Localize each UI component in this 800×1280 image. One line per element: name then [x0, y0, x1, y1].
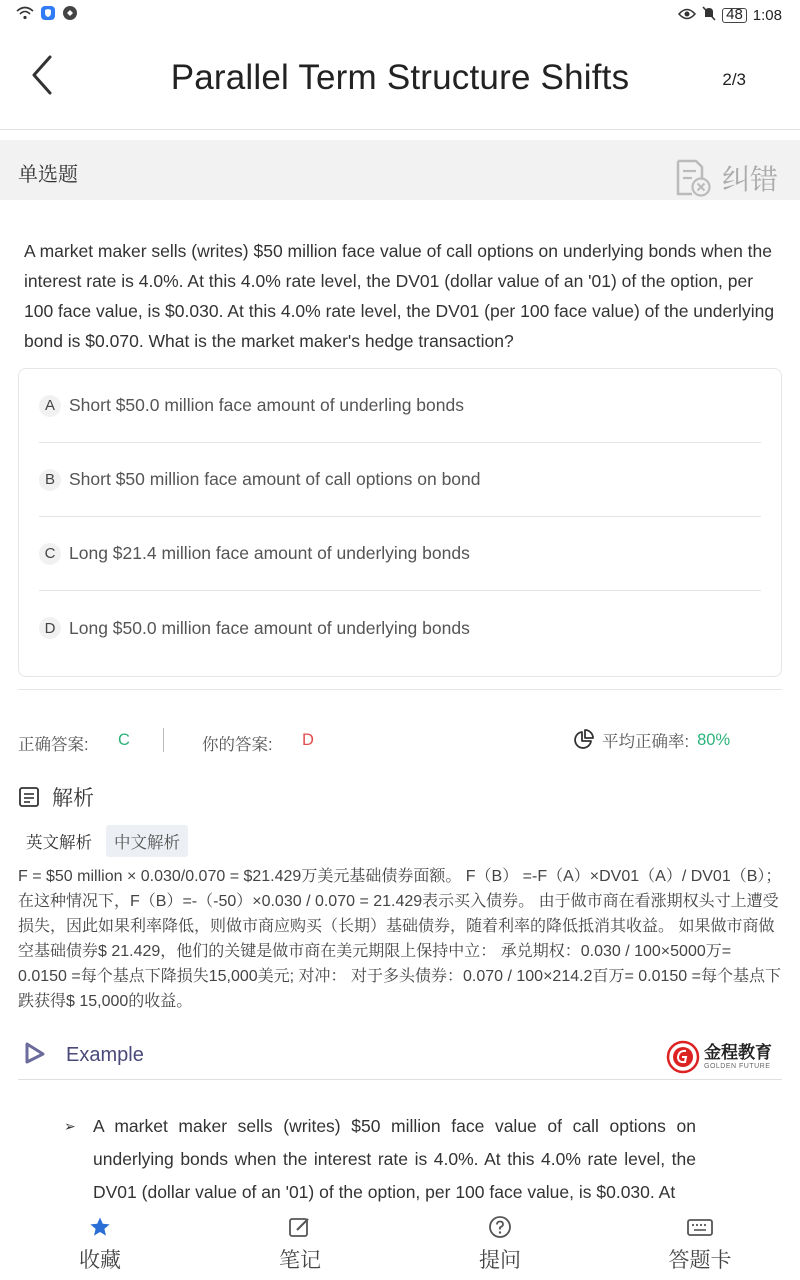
- golden-future-logo-icon: [666, 1040, 700, 1074]
- analysis-tabs: [18, 825, 188, 857]
- notes-label: 笔记: [279, 1249, 321, 1272]
- answer-sheet-button[interactable]: [600, 1210, 800, 1280]
- average-accuracy-value: 80%: [697, 730, 731, 749]
- option-a[interactable]: [39, 369, 761, 443]
- option-c[interactable]: [39, 517, 761, 591]
- average-accuracy-label: 平均正确率:: [602, 733, 690, 751]
- analysis-title: 解析: [52, 787, 94, 810]
- arrow-bullet-icon: ➢: [64, 1118, 76, 1134]
- question-icon: [488, 1214, 512, 1240]
- divider: [18, 689, 782, 690]
- example-title: Example: [66, 1044, 144, 1066]
- example-content: [66, 1110, 696, 1209]
- shield-app-icon: [40, 5, 56, 25]
- favorite-button[interactable]: [0, 1210, 200, 1280]
- option-text: Long $50.0 million face amount of underlying bonds: [69, 617, 470, 638]
- your-answer-value: D: [302, 731, 314, 749]
- your-answer-label: 你的答案:: [202, 736, 273, 754]
- question-type-bar: [0, 140, 800, 200]
- example-text: A market maker sells (writes) $50 million face value of call options on underlying bonds when the interest rate is 4.0%. At this 4.0% rate level, the DV01 (dollar value of an '01) of the option, per 100 face value, is $0.030. At: [93, 1116, 696, 1202]
- app-notification-icon: [62, 5, 78, 25]
- option-letter: A: [39, 395, 61, 417]
- answer-sheet-label: 答题卡: [668, 1249, 732, 1272]
- option-b[interactable]: [39, 443, 761, 517]
- correct-answer-value: C: [118, 731, 130, 749]
- question-type: 单选题: [18, 164, 78, 186]
- keyboard-icon: [686, 1214, 714, 1240]
- tab-chinese-analysis[interactable]: 中文解析: [106, 825, 188, 857]
- option-d[interactable]: [39, 591, 761, 665]
- brand-logo: [666, 1040, 772, 1074]
- mute-bell-icon: [702, 6, 716, 25]
- battery-icon: 48: [722, 8, 747, 23]
- analysis-heading: [18, 782, 94, 812]
- option-text: Short $50 million face amount of call options on bond: [69, 469, 481, 489]
- header: [0, 30, 800, 130]
- edit-icon: [288, 1214, 312, 1240]
- page-title: Parallel Term Structure Shifts: [170, 58, 630, 97]
- brand-name-en: GOLDEN FUTURE: [704, 1063, 771, 1070]
- separator: [163, 728, 164, 752]
- favorite-label: 收藏: [79, 1249, 121, 1272]
- options-list: [18, 368, 782, 677]
- report-icon: [672, 158, 712, 198]
- option-letter: B: [39, 469, 61, 491]
- option-letter: D: [39, 617, 61, 639]
- average-accuracy: [572, 728, 730, 752]
- pie-chart-icon: [572, 729, 594, 751]
- option-letter: C: [39, 543, 61, 565]
- answer-summary: [18, 728, 782, 754]
- clock: 1:08: [752, 6, 782, 24]
- ask-label: 提问: [479, 1249, 521, 1272]
- analysis-text: F = $50 million × 0.030/0.070 = $21.429万美元基础债券面额。 F（B） =-F（A）×DV01（A）/ DV01（B）； 在这种情况下，F（B）=-（-50）×0.030 / 0.070 = 21.429表示买入债券。 由于做市商在看涨期权头寸上遭受损失，因此如果利率降低，则做市商应购买（长期）基础债券，随着利率的降低抵消其收益。 如果做市商做空基础债券$ 21.429，他们的关键是做市商在美元期限上保持中立： 承兑期权：0.030 / 100×5000万= 0.0150 =每个基点下降损失15,000美元; 对冲： 对于多头债券：0.070 / 100×214.2百万= 0.0150 =每个基点下跌获得$ 15,000的收益。: [18, 868, 782, 1010]
- ask-button[interactable]: [400, 1210, 600, 1280]
- wifi-icon: [16, 6, 34, 24]
- status-bar: [0, 0, 800, 30]
- question-counter: 2/3: [722, 70, 746, 89]
- correct-answer-label: 正确答案:: [18, 736, 89, 754]
- notes-button[interactable]: [200, 1210, 400, 1280]
- tab-english-analysis[interactable]: 英文解析: [26, 834, 92, 852]
- example-header: [18, 1034, 782, 1080]
- example-logo-icon: [24, 1042, 46, 1071]
- report-label: 纠错: [721, 164, 778, 195]
- eye-icon: [678, 7, 696, 24]
- option-text: Short $50.0 million face amount of underling bonds: [69, 395, 464, 415]
- report-error-button[interactable]: [672, 158, 778, 198]
- option-text: Long $21.4 million face amount of underlying bonds: [69, 543, 470, 563]
- document-icon: [18, 786, 40, 808]
- question-text: A market maker sells (writes) $50 million face value of call options on underlying bonds when the interest rate is 4.0%. At this 4.0% rate level, the DV01 (dollar value of an '01) of the option, per 100 face value, is $0.030. At this 4.0% rate level, the DV01 (per 100 face value) of the underlying bond is $0.070. What is the market maker's hedge transaction?: [24, 241, 775, 351]
- star-icon: [89, 1214, 111, 1240]
- brand-name-cn: 金程教育: [704, 1043, 772, 1062]
- bottom-toolbar: [0, 1210, 800, 1280]
